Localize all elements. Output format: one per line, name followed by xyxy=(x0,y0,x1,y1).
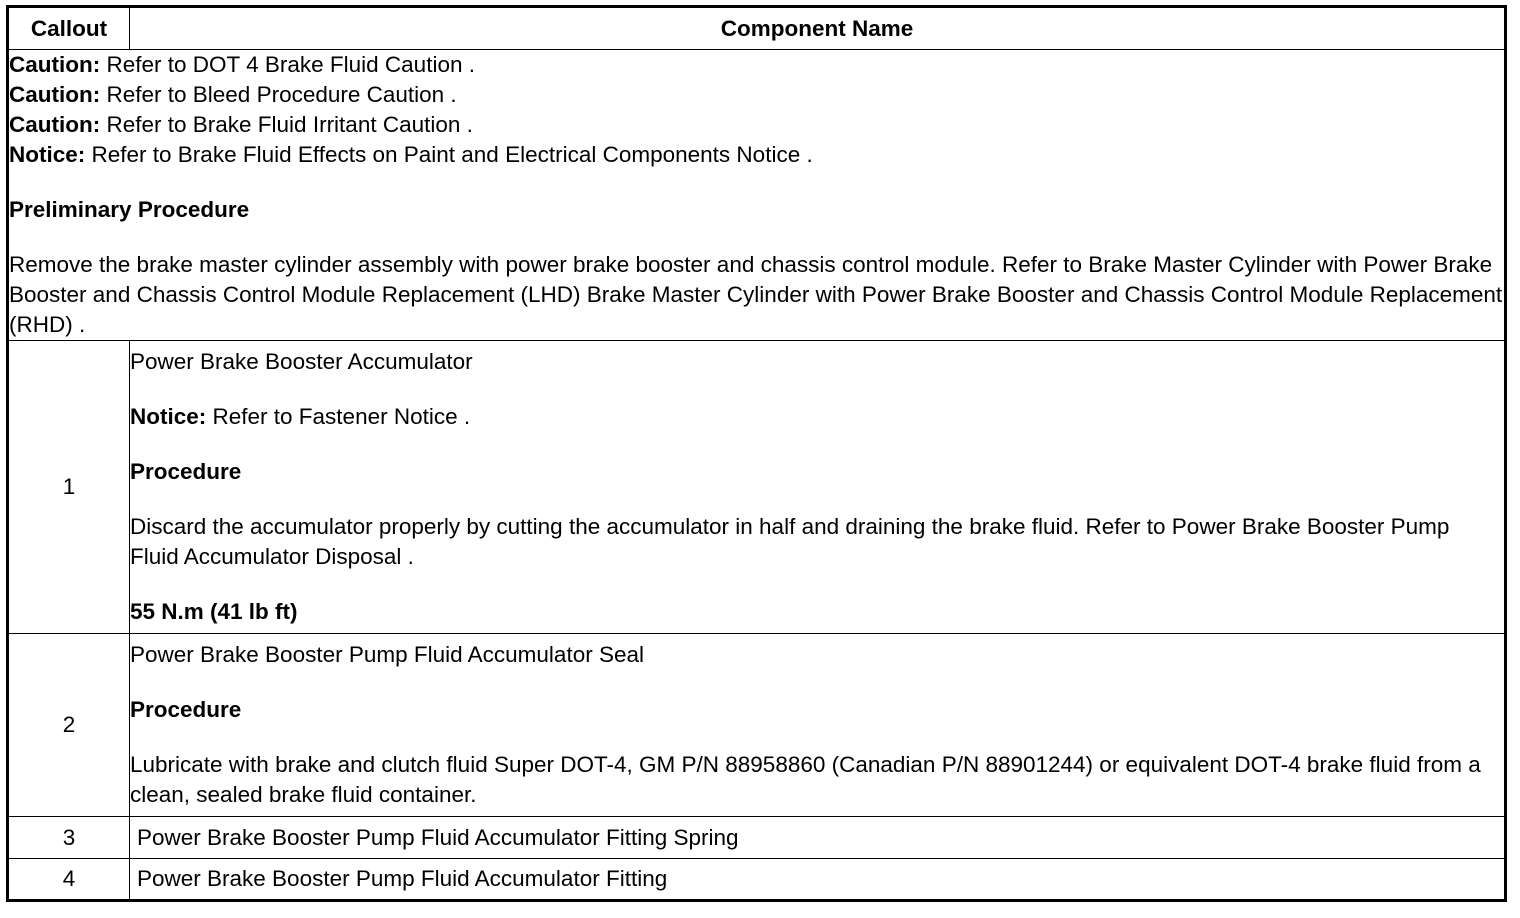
caution-label: Caution: xyxy=(9,82,101,107)
caution-line-1 xyxy=(9,50,1504,80)
procedure-heading: Procedure xyxy=(130,459,242,484)
table-row xyxy=(8,859,1506,901)
caution-label: Caution: xyxy=(9,52,101,77)
callout-number: 3 xyxy=(8,817,130,859)
notice-line xyxy=(130,402,1504,432)
notice-label: Notice: xyxy=(9,142,86,167)
caution-line-2 xyxy=(9,80,1504,110)
procedure-text: Lubricate with brake and clutch fluid Super DOT-4, GM P/N 88958860 (Canadian P/N 88901244) or equivalent DOT-4 brake fluid from a clean, sealed brake fluid container. xyxy=(130,752,1481,807)
callout-number: 2 xyxy=(8,634,130,817)
caution-label: Caution: xyxy=(9,112,101,137)
component-table xyxy=(6,5,1507,902)
component-cell xyxy=(130,341,1506,634)
preliminary-procedure-text: Remove the brake master cylinder assembly with power brake booster and chassis control module. Refer to Brake Master Cylinder with Power Brake Booster and Chassis Control Module Replacement (LHD) Brake Master Cylinder with Power Brake Booster and Chassis Control Module Replacement (RHD) . xyxy=(9,252,1503,337)
component-name: Power Brake Booster Pump Fluid Accumulator Fitting xyxy=(130,859,1506,901)
procedure-heading: Procedure xyxy=(130,697,242,722)
caution-text: Refer to Brake Fluid Irritant Caution . xyxy=(100,112,473,137)
procedure-text: Discard the accumulator properly by cutting the accumulator in half and draining the brake fluid. Refer to Power Brake Booster Pump Fluid Accumulator Disposal . xyxy=(130,514,1450,569)
callout-number: 4 xyxy=(8,859,130,901)
notice-line xyxy=(9,140,1504,170)
table-row xyxy=(8,817,1506,859)
caution-line-3 xyxy=(9,110,1504,140)
header-row xyxy=(8,7,1506,50)
callout-header: Callout xyxy=(8,7,130,50)
intro-cell xyxy=(8,50,1506,341)
torque-spec: 55 N.m (41 lb ft) xyxy=(130,599,298,624)
caution-text: Refer to Bleed Procedure Caution . xyxy=(100,82,457,107)
intro-row xyxy=(8,50,1506,341)
table-row xyxy=(8,341,1506,634)
component-name: Power Brake Booster Pump Fluid Accumulator Seal xyxy=(130,642,644,667)
component-cell xyxy=(130,634,1506,817)
notice-text: Refer to Brake Fluid Effects on Paint and Electrical Components Notice . xyxy=(85,142,813,167)
component-name: Power Brake Booster Accumulator xyxy=(130,349,473,374)
component-name-header: Component Name xyxy=(130,7,1506,50)
component-name: Power Brake Booster Pump Fluid Accumulator Fitting Spring xyxy=(130,817,1506,859)
callout-number: 1 xyxy=(8,341,130,634)
preliminary-procedure-heading: Preliminary Procedure xyxy=(9,197,250,222)
table-row xyxy=(8,634,1506,817)
notice-text: Refer to Fastener Notice . xyxy=(206,404,471,429)
notice-label: Notice: xyxy=(130,404,207,429)
caution-text: Refer to DOT 4 Brake Fluid Caution . xyxy=(100,52,475,77)
